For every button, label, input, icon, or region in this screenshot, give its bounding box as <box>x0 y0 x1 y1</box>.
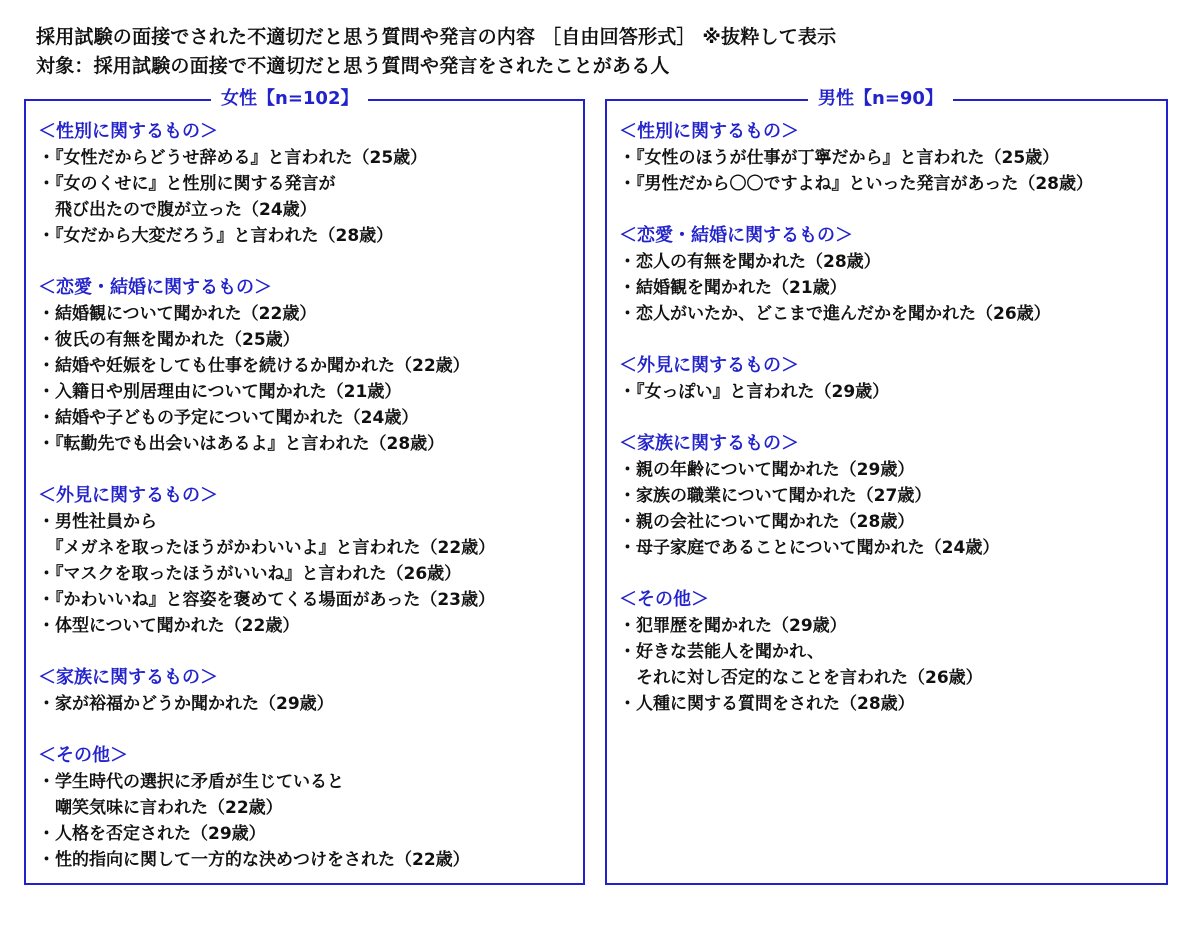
list-item: 飛び出たので腹が立った（24歳） <box>38 200 317 220</box>
section-heading: ＜外見に関するもの＞ <box>38 485 218 506</box>
female-panel <box>24 88 585 885</box>
list-item: ・母子家庭であることについて聞かれた（24歳） <box>619 538 1000 558</box>
item-list <box>38 509 577 639</box>
list-item: ・結婚観を聞かれた（21歳） <box>619 278 847 298</box>
section-heading: ＜外見に関するもの＞ <box>619 355 799 376</box>
list-item: ・性的指向に関して一方的な決めつけをされた（22歳） <box>38 850 470 870</box>
section-heading: ＜恋愛・結婚に関するもの＞ <box>38 277 272 298</box>
list-item: ・結婚観について聞かれた（22歳） <box>38 304 317 324</box>
list-item: ・『女性だからどうせ辞める』と言われた（25歳） <box>38 148 428 168</box>
male-panel-label: 男性【n=90】 <box>808 87 953 111</box>
item-list <box>38 145 577 249</box>
section-heading: ＜その他＞ <box>38 745 128 766</box>
section-heading: ＜恋愛・結婚に関するもの＞ <box>619 225 853 246</box>
female-panel-label: 女性【n=102】 <box>211 87 368 111</box>
list-item: ・彼氏の有無を聞かれた（25歳） <box>38 330 300 350</box>
male-section-gender <box>619 119 1160 197</box>
male-section-other <box>619 587 1160 717</box>
list-item: ・『マスクを取ったほうがいいね』と言われた（26歳） <box>38 564 462 584</box>
list-item: ・男性社員から <box>38 512 157 532</box>
female-section-romance-marriage <box>38 275 577 457</box>
item-list <box>38 769 577 873</box>
list-item: ・好きな芸能人を聞かれ、 <box>619 642 825 662</box>
list-item: ・『転勤先でも出会いはあるよ』と言われた（28歳） <box>38 434 445 454</box>
section-heading: ＜家族に関するもの＞ <box>619 433 799 454</box>
list-item: ・体型について聞かれた（22歳） <box>38 616 300 636</box>
page-title: 採用試験の面接でされた不適切だと思う質問や発言の内容 ［自由回答形式］ ※抜粋して表示 <box>36 26 837 48</box>
list-item: ・家が裕福かどうか聞かれた（29歳） <box>38 694 334 714</box>
item-list <box>619 613 1160 717</box>
list-item: ・家族の職業について聞かれた（27歳） <box>619 486 932 506</box>
list-item: ・入籍日や別居理由について聞かれた（21歳） <box>38 382 402 402</box>
item-list <box>619 379 1160 405</box>
list-item: ・『女性のほうが仕事が丁寧だから』と言われた（25歳） <box>619 148 1060 168</box>
item-list <box>38 691 577 717</box>
female-section-family <box>38 665 577 717</box>
list-item: ・恋人がいたか、どこまで進んだかを聞かれた（26歳） <box>619 304 1051 324</box>
male-section-appearance <box>619 353 1160 405</box>
male-section-family <box>619 431 1160 561</box>
item-list <box>619 457 1160 561</box>
list-item: ・恋人の有無を聞かれた（28歳） <box>619 252 881 272</box>
male-panel-body <box>619 119 1160 743</box>
list-item: ・『男性だから〇〇ですよね』といった発言があった（28歳） <box>619 174 1093 194</box>
list-item: ・結婚や子どもの予定について聞かれた（24歳） <box>38 408 419 428</box>
male-panel <box>605 88 1168 885</box>
female-section-other <box>38 743 577 873</box>
list-item: 嘲笑気味に言われた（22歳） <box>38 798 283 818</box>
list-item: ・人格を否定された（29歳） <box>38 824 266 844</box>
list-item: 『メガネを取ったほうがかわいいよ』と言われた（22歳） <box>38 538 496 558</box>
list-item: ・『女だから大変だろう』と言われた（28歳） <box>38 226 394 246</box>
list-item: ・親の会社について聞かれた（28歳） <box>619 512 915 532</box>
list-item: ・犯罪歴を聞かれた（29歳） <box>619 616 847 636</box>
item-list <box>619 145 1160 197</box>
female-panel-body <box>38 119 577 899</box>
list-item: ・人種に関する質問をされた（28歳） <box>619 694 915 714</box>
list-item: ・学生時代の選択に矛盾が生じていると <box>38 772 344 792</box>
list-item: ・『女っぽい』と言われた（29歳） <box>619 382 890 402</box>
list-item: ・『かわいいね』と容姿を褒めてくる場面があった（23歳） <box>38 590 495 610</box>
section-heading: ＜性別に関するもの＞ <box>619 121 799 142</box>
list-item: ・結婚や妊娠をしても仕事を続けるか聞かれた（22歳） <box>38 356 470 376</box>
item-list <box>38 301 577 457</box>
section-heading: ＜その他＞ <box>619 589 709 610</box>
female-section-gender <box>38 119 577 249</box>
section-heading: ＜性別に関するもの＞ <box>38 121 218 142</box>
section-heading: ＜家族に関するもの＞ <box>38 667 218 688</box>
male-section-romance-marriage <box>619 223 1160 327</box>
list-item: ・『女のくせに』と性別に関する発言が <box>38 174 336 194</box>
list-item: それに対し否定的なことを言われた（26歳） <box>619 668 983 688</box>
item-list <box>619 249 1160 327</box>
female-section-appearance <box>38 483 577 639</box>
page-subtitle: 対象：採用試験の面接で不適切だと思う質問や発言をされたことがある人 <box>36 55 670 77</box>
list-item: ・親の年齢について聞かれた（29歳） <box>619 460 915 480</box>
